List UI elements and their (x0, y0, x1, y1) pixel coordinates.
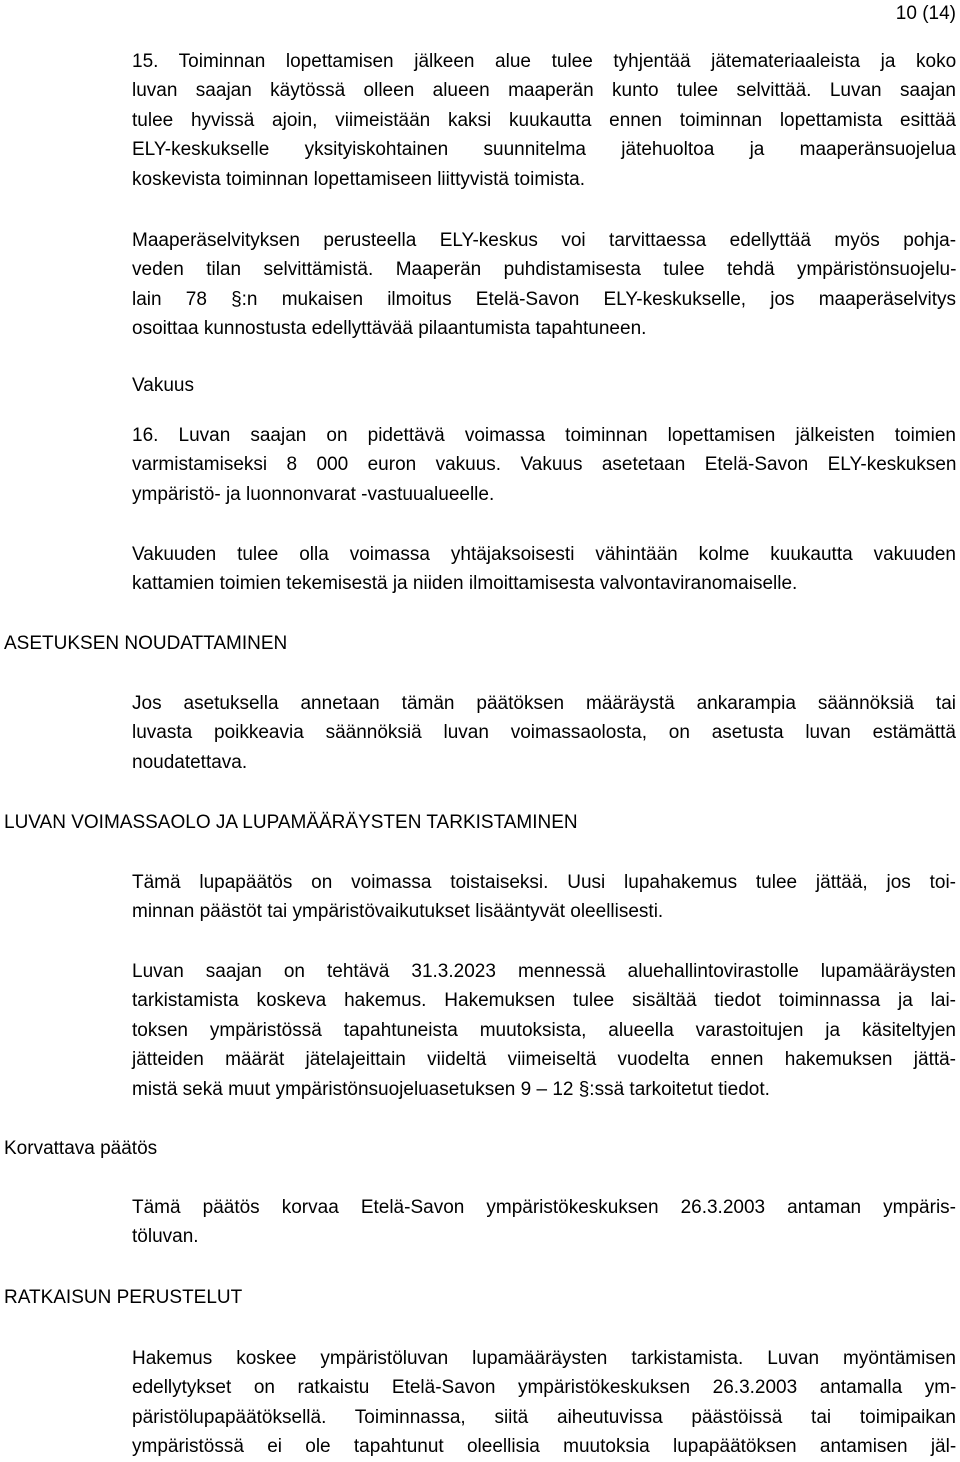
paragraph-luvan-voimassaolo (132, 868, 956, 927)
paragraph-15 (132, 47, 956, 194)
paragraph-ratkaisun (132, 1344, 956, 1462)
page-number: 10 (14) (895, 3, 956, 24)
section-heading-ratkaisun-perustelut: RATKAISUN PERUSTELUT (4, 1287, 243, 1308)
paragraph-line: edellytykset on ratkaistu Etelä-Savon ympäristökeskuksen 26.3.2003 antamalla ym- (132, 1377, 957, 1399)
paragraph-line: Vakuuden tulee olla voimassa yhtäjaksoisesti vähintään kolme kuukautta vakuuden (132, 544, 956, 565)
paragraph-16-validity (132, 540, 956, 599)
section-subheading-vakuus: Vakuus (132, 375, 194, 396)
paragraph-tarkistaminen (132, 957, 956, 1104)
paragraph-line: 15. Toiminnan lopettamisen jälkeen alue tulee tyhjentää jätemateriaaleista ja koko (132, 51, 957, 72)
paragraph-line: luvasta poikkeavia säännöksiä luvan voimassaolosta, on asetusta luvan estämättä (132, 722, 956, 744)
paragraph-line: Jos asetuksella annetaan tämän päätöksen määräystä ankarampia säännöksiä tai (132, 693, 956, 714)
paragraph-line: tarkistamista koskeva hakemus. Hakemuksen tulee sisältää tiedot toiminnassa ja lai- (132, 990, 956, 1012)
paragraph-line: jätteiden määrät jätelajeittain viideltä viimeiseltä vuodelta ennen hakemuksen jättä- (132, 1049, 957, 1071)
paragraph-line: 16. Luvan saajan on pidettävä voimassa toiminnan lopettamisen jälkeisten toimien (132, 425, 956, 446)
paragraph-line: ympäristössä ei ole tapahtunut oleellisia muutoksia lupapäätöksen antamisen jäl- (132, 1436, 957, 1458)
paragraph-line: koskevista toiminnan lopettamiseen liittyvistä toimista. (132, 168, 586, 190)
paragraph-line: tulee hyvissä ajoin, viimeistään kaksi kuukautta ennen toiminnan lopettamista esittää (132, 109, 956, 131)
paragraph-line: lain 78 §:n mukaisen ilmoitus Etelä-Savon ELY-keskukselle, jos maaperäselvitys (132, 288, 956, 310)
section-heading-korvattava-paatos: Korvattava päätös (4, 1138, 158, 1159)
paragraph-15-soil (132, 226, 956, 344)
paragraph-asetuksen (132, 689, 956, 777)
paragraph-korvattava (132, 1193, 956, 1252)
paragraph-line: kattamien toimien tekemisestä ja niiden ilmoittamisesta valvontaviranomaiselle. (132, 573, 798, 595)
paragraph-line: päristölupapäätöksellä. Toiminnassa, siitä aiheutuvissa päästöissä tai toimipaikan (132, 1406, 956, 1428)
paragraph-line: toksen ympäristössä tapahtuneista muutoksista, alueella varastoitujen ja käsiteltyjen (132, 1019, 956, 1041)
paragraph-line: Hakemus koskee ympäristöluvan lupamääräysten tarkistamista. Luvan myöntämisen (132, 1348, 956, 1369)
paragraph-line: osoittaa kunnostusta edellyttävää pilaantumista tapahtuneen. (132, 318, 647, 340)
paragraph-line: Luvan saajan on tehtävä 31.3.2023 mennessä aluehallintovirastolle lupamääräysten (132, 961, 956, 982)
paragraph-16 (132, 421, 956, 509)
paragraph-line: Maaperäselvityksen perusteella ELY-keskus voi tarvittaessa edellyttää myös pohja- (132, 230, 957, 251)
paragraph-line: varmistamiseksi 8 000 euron vakuus. Vakuus asetetaan Etelä-Savon ELY-keskuksen (132, 454, 957, 476)
section-heading-asetuksen-noudattaminen: ASETUKSEN NOUDATTAMINEN (4, 633, 288, 654)
paragraph-line: töluvan. (132, 1226, 199, 1248)
paragraph-line: mistä sekä muut ympäristönsuojeluasetuksen 9 – 12 §:ssä tarkoitetut tiedot. (132, 1078, 770, 1100)
paragraph-line: veden tilan selvittämistä. Maaperän puhdistamisesta tulee tehdä ympäristönsuojelu- (132, 259, 957, 281)
paragraph-line: noudatettava. (132, 751, 248, 773)
paragraph-line: ympäristö- ja luonnonvarat -vastuualueelle. (132, 483, 495, 505)
paragraph-line: luvan saajan käytössä olleen alueen maaperän kunto tulee selvittää. Luvan saajan (132, 80, 956, 102)
paragraph-line: ELY-keskukselle yksityiskohtainen suunnitelma jätehuoltoa ja maaperänsuojelua (132, 139, 956, 161)
paragraph-line: minnan päästöt tai ympäristövaikutukset lisääntyvät oleellisesti. (132, 901, 664, 923)
paragraph-line: Tämä lupapäätös on voimassa toistaiseksi. Uusi lupahakemus tulee jättää, jos toi- (132, 872, 956, 893)
section-heading-luvan-voimassaolo: LUVAN VOIMASSAOLO JA LUPAMÄÄRÄYSTEN TARKISTAMINEN (4, 812, 578, 833)
paragraph-line: Tämä päätös korvaa Etelä-Savon ympäristökeskuksen 26.3.2003 antaman ympäris- (132, 1197, 956, 1218)
